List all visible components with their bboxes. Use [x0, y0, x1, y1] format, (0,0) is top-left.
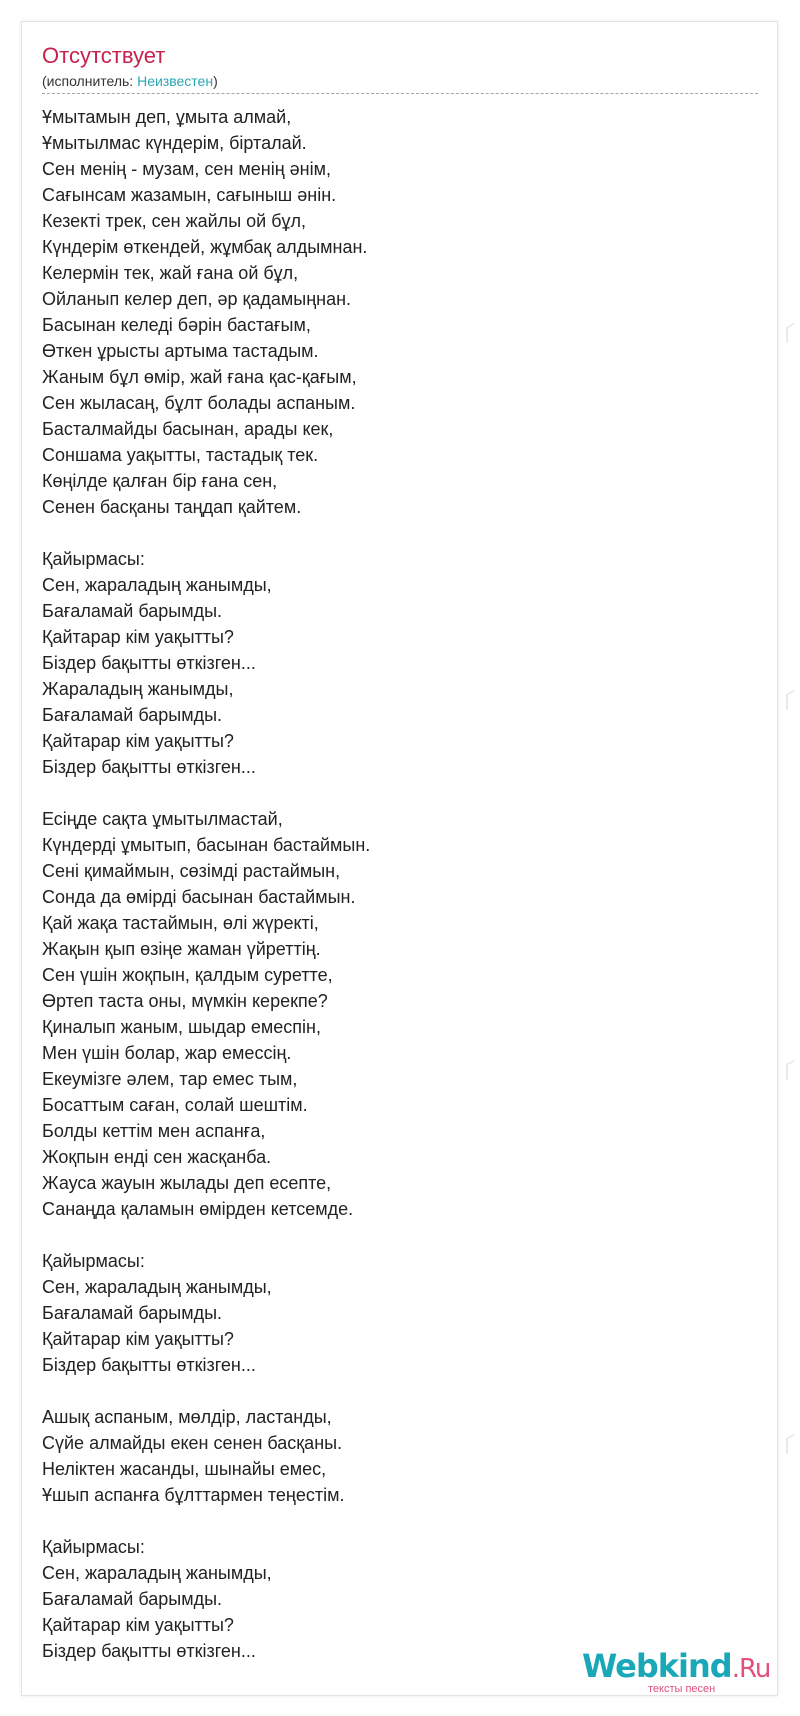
lyric-line: Ойланып келер деп, әр қадамыңнан. [42, 289, 352, 309]
lyric-line: Қайтарар кім уақытты? [42, 627, 234, 647]
lyric-line: Келермін тек, жай ғана ой бұл, [42, 263, 299, 283]
lyric-line: Мен үшін болар, жар емессің. [42, 1043, 292, 1063]
artist-link[interactable]: Неизвестен [137, 73, 214, 89]
lyric-line: Басынан келеді бәрін бастағым, [42, 315, 311, 335]
lyric-line: Біздер бақытты өткізген... [42, 1641, 256, 1661]
lyric-line: Болды кеттім мен аспанға, [42, 1121, 266, 1141]
lyric-line: Сен үшін жоқпын, қалдым суретте, [42, 965, 333, 985]
song-header [42, 42, 758, 94]
lyric-line: Ұмытылмас күндерім, бірталай. [42, 133, 307, 153]
lyrics-body [42, 104, 758, 1664]
lyric-line: Өткен ұрысты артыма тастадым. [42, 341, 319, 361]
logo-suffix: .Ru [731, 1654, 771, 1684]
lyric-line: Қайтарар кім уақытты? [42, 1329, 234, 1349]
lyric-line: Бағаламай барымды. [42, 1303, 223, 1323]
lyric-line: Сағынсам жазамын, сағыныш әнін. [42, 185, 337, 205]
lyric-line: Санаңда қаламын өмірден кетсемде. [42, 1199, 354, 1219]
lyric-line: Қайтарар кім уақытты? [42, 731, 234, 751]
lyric-line: Сен менің - музам, сен менің әнім, [42, 159, 331, 179]
artist-suffix: ) [213, 73, 218, 89]
lyric-line: Қайырмасы: [42, 1251, 145, 1271]
side-decoration [786, 1060, 794, 1081]
lyric-line: Біздер бақытты өткізген... [42, 1355, 256, 1375]
side-decoration [786, 1434, 794, 1455]
lyric-line: Қиналып жаным, шыдар емеспін, [42, 1017, 321, 1037]
lyric-line: Есіңде сақта ұмытылмастай, [42, 809, 283, 829]
lyric-line: Бағаламай барымды. [42, 1589, 223, 1609]
lyric-line: Бағаламай барымды. [42, 601, 223, 621]
lyric-line: Сенен басқаны таңдап қайтем. [42, 497, 302, 517]
lyric-line: Сен жыласаң, бұлт болады аспаным. [42, 393, 356, 413]
lyric-line: Біздер бақытты өткізген... [42, 653, 256, 673]
logo-tagline: тексты песен [648, 1683, 716, 1695]
lyric-line: Біздер бақытты өткізген... [42, 757, 256, 777]
stanza-break [42, 780, 758, 806]
lyric-line: Қайырмасы: [42, 549, 145, 569]
side-decoration [786, 323, 794, 344]
song-title: Отсутствует [42, 43, 166, 68]
lyric-line: Жаным бұл өмір, жай ғана қас-қағым, [42, 367, 357, 387]
lyric-line: Қай жақа тастаймын, өлі жүректі, [42, 913, 319, 933]
lyric-line: Жауса жауын жылады деп есепте, [42, 1173, 332, 1193]
lyric-line: Жараладың жанымды, [42, 679, 234, 699]
lyric-line: Ұшып аспанға бұлттармен теңестім. [42, 1485, 345, 1505]
stanza-break [42, 1378, 758, 1404]
artist-line [42, 72, 758, 90]
lyric-line: Соншама уақытты, тастадық тек. [42, 445, 319, 465]
stanza-break [42, 1222, 758, 1248]
lyric-line: Ашық аспаным, мөлдір, ластанды, [42, 1407, 332, 1427]
lyric-line: Екеумізге әлем, тар емес тым, [42, 1069, 298, 1089]
lyric-line: Бағаламай барымды. [42, 705, 223, 725]
lyric-line: Кезекті трек, сен жайлы ой бұл, [42, 211, 307, 231]
side-decoration [786, 690, 794, 711]
lyric-line: Босаттым саған, солай шештім. [42, 1095, 308, 1115]
lyric-line: Сен, жараладың жанымды, [42, 1563, 272, 1583]
lyric-line: Ұмытамын деп, ұмыта алмай, [42, 107, 292, 127]
stanza-break [42, 520, 758, 546]
lyric-line: Сүйе алмайды екен сенен басқаны. [42, 1433, 343, 1453]
lyric-line: Көңілде қалған бір ғана сен, [42, 471, 278, 491]
lyric-line: Сені қимаймын, сөзімді растаймын, [42, 861, 341, 881]
lyric-line: Сен, жараладың жанымды, [42, 575, 272, 595]
logo-wordmark [582, 1648, 770, 1687]
stanza-break [42, 1508, 758, 1534]
lyric-line: Қайтарар кім уақытты? [42, 1615, 234, 1635]
site-logo[interactable] [582, 1647, 772, 1695]
header-divider [42, 93, 758, 94]
lyric-line: Күндерді ұмытып, басынан бастаймын. [42, 835, 371, 855]
lyric-line: Күндерім өткендей, жұмбақ алдымнан. [42, 237, 368, 257]
logo-main-text: Webkind [582, 1647, 732, 1685]
lyric-line: Неліктен жасанды, шынайы емес, [42, 1459, 327, 1479]
artist-prefix: (исполнитель: [42, 73, 138, 89]
lyric-line: Сен, жараладың жанымды, [42, 1277, 272, 1297]
lyric-line: Қайырмасы: [42, 1537, 145, 1557]
lyric-line: Басталмайды басынан, арады кек, [42, 419, 334, 439]
lyric-line: Өртеп таста оны, мүмкін керекпе? [42, 991, 328, 1011]
lyric-line: Жақын қып өзіңе жаман үйреттің. [42, 939, 321, 959]
lyric-line: Сонда да өмірді басынан бастаймын. [42, 887, 356, 907]
lyric-line: Жоқпын енді сен жасқанба. [42, 1147, 272, 1167]
